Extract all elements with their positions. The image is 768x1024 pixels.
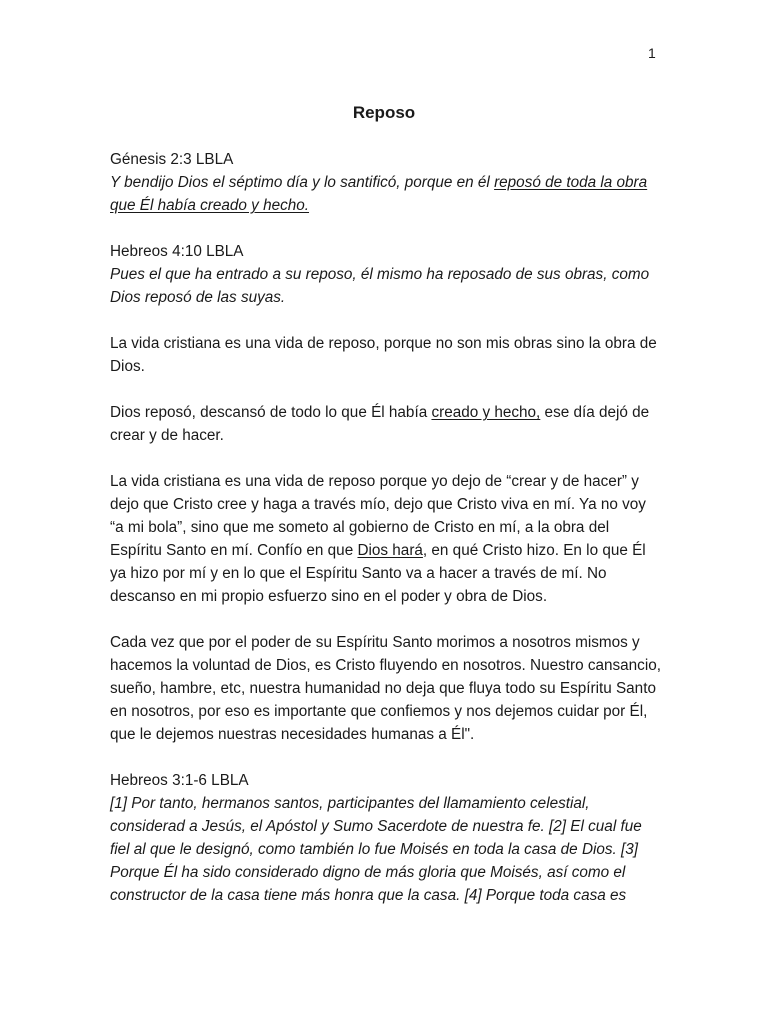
page-title: Reposo	[352, 103, 416, 122]
genesis-quote-text: Y bendijo Dios el séptimo día y lo santificó, porque en él	[110, 174, 495, 191]
paragraph-3-text-b: , en qué Cristo hizo. En lo que Él ya hizo por mí y en lo que el Espíritu Santo va a hacer a través de mí. No descanso en mi propio esfuerzo sino en el poder y obra de Dios.	[110, 542, 646, 605]
paragraph-4: Cada vez que por el poder de su Espíritu Santo morimos a nosotros mismos y hacemos la voluntad de Dios, es Cristo fluyendo en nosotros. Nuestro cansancio, sueño, hambre, etc, nuestra humanidad no deja que fluya todo su Espíritu Santo en nosotros, por eso es importante que confiemos y nos dejemos cuidar por Él, que le dejemos nuestras necesidades humanas a Él".	[110, 634, 661, 743]
paragraph-3	[110, 470, 662, 608]
hebreos-3-quote: [1] Por tanto, hermanos santos, participantes del llamamiento celestial, considerad a Jesús, el Apóstol y Sumo Sacerdote de nuestra fe. [2] El cual fue fiel al que le designó, como también lo fue Moisés en toda la casa de Dios. [3] Porque Él ha sido considerado digno de más gloria que Moisés, así como el constructor de la casa tiene más honra que la casa. [4] Porque toda casa es	[110, 795, 642, 904]
paragraph-2	[110, 401, 662, 447]
paragraph-1: La vida cristiana es una vida de reposo, porque no son mis obras sino la obra de Dios.	[110, 335, 657, 375]
hebreos-4-block	[110, 240, 662, 309]
genesis-quote	[110, 174, 647, 214]
paragraph-2-text-b: ese día dejó de crear y de hacer.	[110, 404, 650, 444]
hebreos-4-reference: Hebreos 4:10 LBLA	[110, 243, 244, 260]
paragraph-3-underlined: Dios hará	[357, 542, 423, 559]
page-number: 1	[648, 45, 656, 61]
hebreos-3-reference: Hebreos 3:1-6 LBLA	[110, 772, 249, 789]
genesis-quote-underlined: reposó de toda la obra que Él había creado y hecho.	[110, 174, 648, 214]
paragraph-2-underlined: creado y hecho,	[431, 404, 541, 421]
genesis-block	[110, 148, 662, 217]
document-body	[110, 148, 662, 907]
genesis-reference: Génesis 2:3 LBLA	[110, 151, 234, 168]
paragraph-3-text-a: La vida cristiana es una vida de reposo porque yo dejo de “crear y de hacer” y dejo que Cristo cree y haga a través mío, dejo que Cristo viva en mí. Ya no voy “a mi bola”, sino que me someto al gobierno de Cristo en mí, a la obra del Espíritu Santo en mí. Confío en que	[110, 473, 646, 559]
hebreos-3-block	[110, 769, 662, 907]
paragraph-2-text-a: Dios reposó, descansó de todo lo que Él había	[110, 404, 432, 421]
hebreos-4-quote: Pues el que ha entrado a su reposo, él mismo ha reposado de sus obras, como Dios reposó de las suyas.	[110, 266, 650, 306]
